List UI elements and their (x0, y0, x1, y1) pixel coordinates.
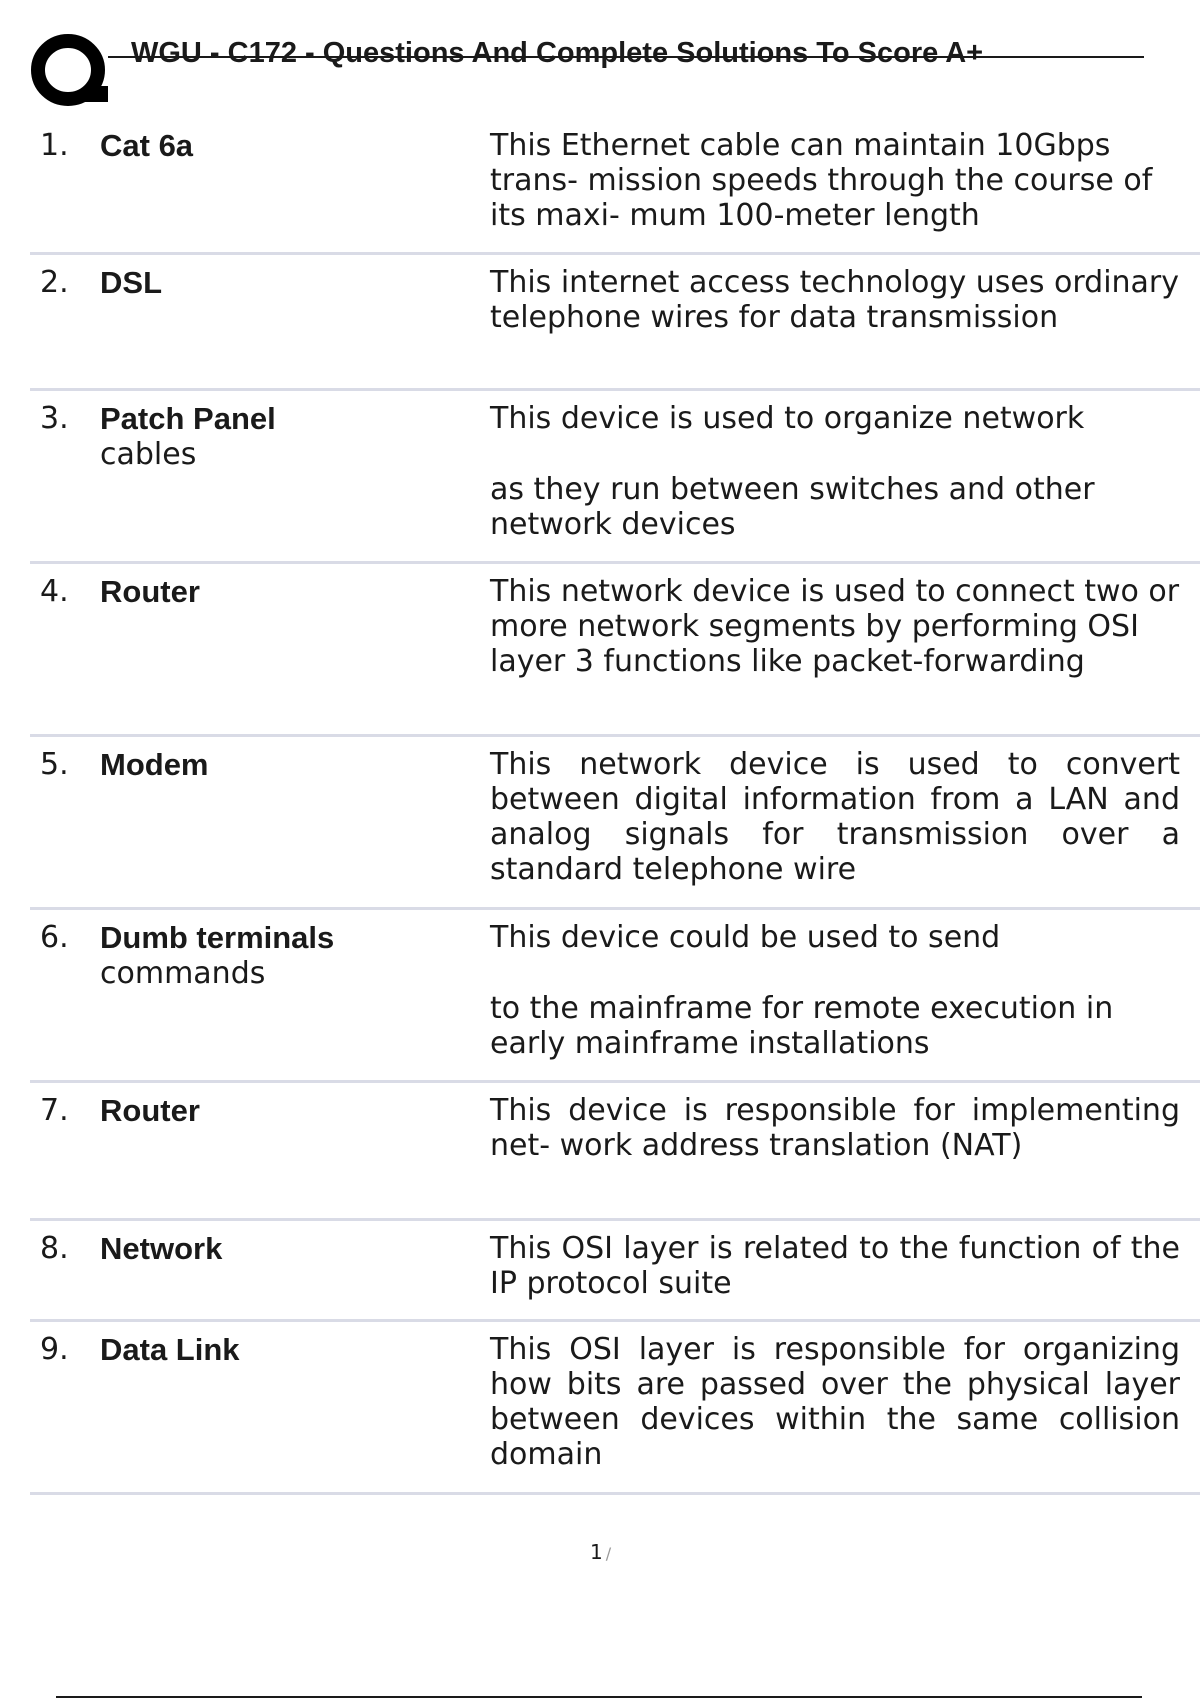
document-title: WGU - C172 - Questions And Complete Solutions To Score A+ (131, 37, 984, 69)
item-definition: This internet access technology uses ordinary telephone wires for data transmission (490, 265, 1180, 335)
qa-row-8 (30, 1221, 1200, 1322)
item-number: 9. (40, 1332, 69, 1367)
item-definition (490, 391, 1180, 561)
footer-rule (56, 1696, 1142, 1698)
term-continuation: cables (100, 437, 197, 472)
item-term (100, 255, 490, 388)
qa-row-1 (30, 118, 1200, 255)
item-number: 2. (40, 265, 69, 300)
qa-row-5 (30, 737, 1200, 910)
item-definition: This OSI layer is related to the function of the IP protocol suite (490, 1231, 1180, 1301)
item-number: 1. (40, 128, 69, 163)
item-term (100, 118, 490, 252)
item-number: 8. (40, 1231, 69, 1266)
document-header (0, 0, 1200, 118)
item-number: 5. (40, 747, 69, 782)
item-term (100, 737, 490, 907)
item-number: 4. (40, 574, 69, 609)
qa-row-6 (30, 910, 1200, 1083)
item-definition (490, 910, 1180, 1080)
definition-gap (490, 436, 1180, 472)
item-number: 3. (40, 401, 69, 436)
definition-continuation: to the mainframe for remote execution in early mainframe installations (490, 991, 1114, 1061)
qa-row-9 (30, 1322, 1200, 1495)
item-term (100, 391, 490, 561)
item-term (100, 910, 490, 1080)
definition-text: This device is used to organize network (490, 401, 1085, 436)
item-term (100, 564, 490, 734)
q-logo-icon (30, 30, 110, 110)
qa-row-7 (30, 1083, 1200, 1221)
item-definition: This OSI layer is responsible for organizing how bits are passed over the physical layer between devices within the same collision domain (490, 1332, 1180, 1472)
term-text: Router (100, 574, 200, 609)
term-continuation: commands (100, 956, 266, 991)
term-text: Cat 6a (100, 128, 194, 163)
definition-text: This device could be used to send (490, 920, 1001, 955)
term-text: DSL (100, 265, 162, 300)
term-text: Patch Panel (100, 401, 276, 436)
qa-row-3 (30, 391, 1200, 564)
item-number: 6. (40, 920, 69, 955)
term-text: Dumb terminals (100, 920, 335, 955)
term-text: Network (100, 1231, 223, 1266)
item-definition: This network device is used to connect two or more network segments by performing OSI layer 3 functions like packet-forwarding (490, 574, 1180, 679)
item-definition: This Ethernet cable can maintain 10Gbps trans- mission speeds through the course of its maxi- mum 100-meter length (490, 128, 1153, 233)
term-text: Router (100, 1093, 200, 1128)
definition-continuation: as they run between switches and other network devices (490, 472, 1095, 542)
term-text: Data Link (100, 1332, 240, 1367)
definition-gap (490, 955, 1180, 991)
question-answer-list (30, 118, 1200, 1495)
term-text: Modem (100, 747, 209, 782)
item-number: 7. (40, 1093, 69, 1128)
item-definition: This device is responsible for implementing net- work address translation (NAT) (490, 1093, 1180, 1163)
qa-row-2 (30, 255, 1200, 391)
item-term (100, 1322, 490, 1492)
page-number-separator: / (605, 1544, 612, 1563)
qa-row-4 (30, 564, 1200, 737)
item-term (100, 1221, 490, 1319)
page-number-value: 1 (590, 1540, 603, 1564)
item-term (100, 1083, 490, 1218)
item-definition: This network device is used to convert between digital information from a LAN and analog signals for transmission over a standard telephone wire (490, 747, 1180, 887)
page-number (590, 1540, 611, 1564)
